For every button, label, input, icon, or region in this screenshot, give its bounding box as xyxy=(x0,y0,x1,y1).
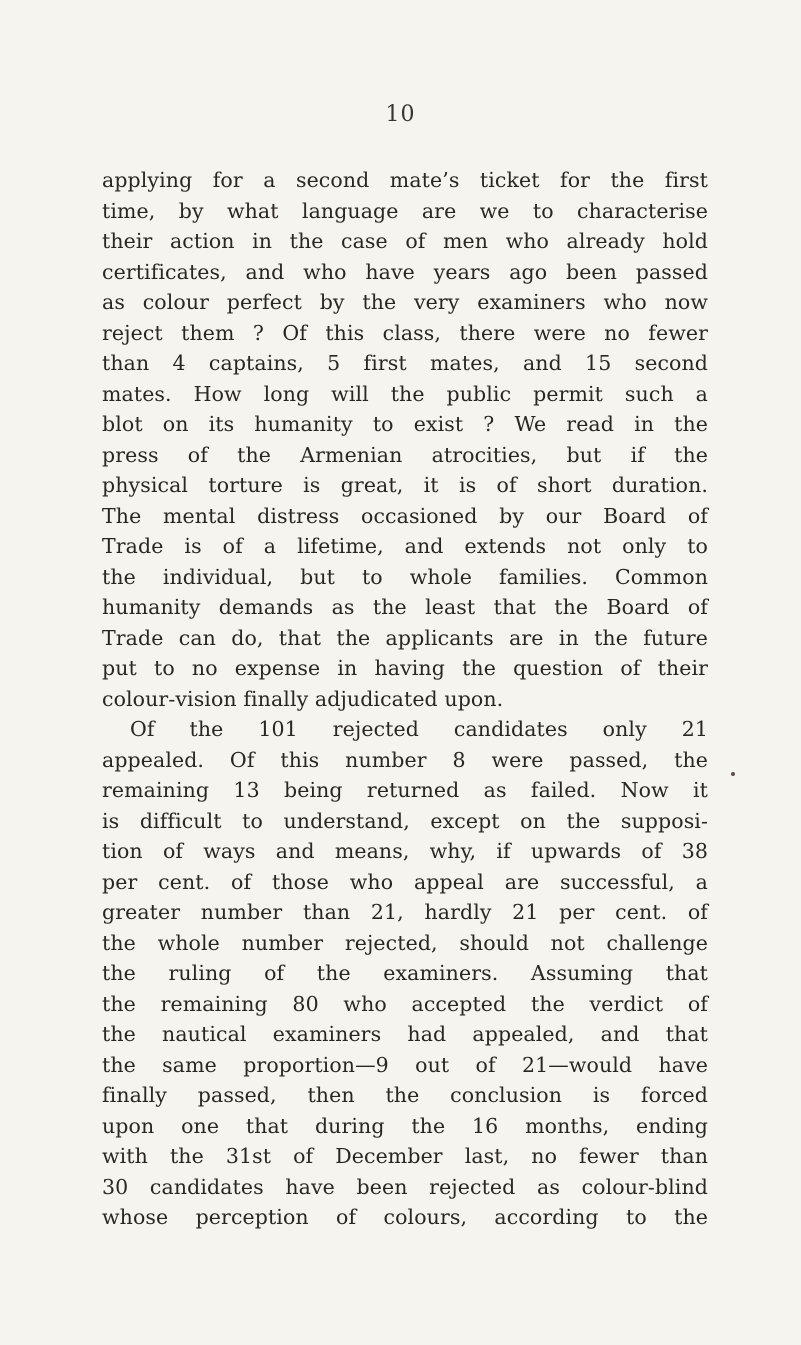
text-line: the same proportion—9 out of 21—would have xyxy=(102,1052,708,1077)
text-line: greater number than 21, hardly 21 per cent. of xyxy=(102,900,708,924)
text-line: mates. How long will the public permit such a xyxy=(102,381,708,406)
text-line: as colour perfect by the very examiners who now xyxy=(102,290,708,314)
text-line: reject them ? Of this class, there were no fewer xyxy=(102,320,708,345)
text-line: press of the Armenian atrocities, but if the xyxy=(102,442,708,467)
text-line: per cent. of those who appeal are successful, a xyxy=(102,869,708,894)
text-line: blot on its humanity to exist ? We read in the xyxy=(102,412,708,436)
text-line: the individual, but to whole families. Common xyxy=(102,564,708,589)
text-line: remaining 13 being returned as failed. Now it xyxy=(102,778,708,802)
text-line: put to no expense in having the question of their xyxy=(102,656,708,680)
text-line: The mental distress occasioned by our Board of xyxy=(102,503,708,528)
text-line: certificates, and who have years ago been passed xyxy=(102,259,708,284)
text-line: with the 31st of December last, no fewer than xyxy=(102,1144,708,1168)
text-line: the whole number rejected, should not challenge xyxy=(102,930,708,955)
text-line: appealed. Of this number 8 were passed, the xyxy=(102,747,708,772)
text-line: Trade is of a lifetime, and extends not only to xyxy=(102,534,708,558)
text-line: the ruling of the examiners. Assuming that xyxy=(102,961,708,985)
text-line: than 4 captains, 5 first mates, and 15 second xyxy=(102,351,708,375)
text-line: the remaining 80 who accepted the verdict of xyxy=(102,991,708,1016)
text-line: physical torture is great, it is of short duration. xyxy=(102,473,708,497)
text-line: tion of ways and means, why, if upwards of 38 xyxy=(102,839,708,863)
text-line: whose perception of colours, according to the xyxy=(102,1205,708,1229)
page-number: 10 xyxy=(385,102,416,127)
text-line: their action in the case of men who already hold xyxy=(102,229,708,253)
text-line: the nautical examiners had appealed, and that xyxy=(102,1022,708,1046)
print-speck xyxy=(731,772,735,776)
text-line: finally passed, then the conclusion is forced xyxy=(102,1083,708,1107)
text-line: applying for a second mate’s ticket for the first xyxy=(102,168,708,192)
text-line: Trade can do, that the applicants are in the future xyxy=(102,625,708,650)
body-text xyxy=(102,165,708,1233)
text-line: Of the 101 rejected candidates only 21 xyxy=(130,717,708,741)
text-line: is difficult to understand, except on the supposi- xyxy=(102,808,708,833)
text-line: upon one that during the 16 months, ending xyxy=(102,1113,708,1138)
text-line: humanity demands as the least that the Board of xyxy=(102,595,708,619)
text-line: 30 candidates have been rejected as colour-blind xyxy=(102,1174,708,1199)
text-line: time, by what language are we to characterise xyxy=(102,198,708,223)
text-line: colour-vision finally adjudicated upon. xyxy=(102,686,504,711)
